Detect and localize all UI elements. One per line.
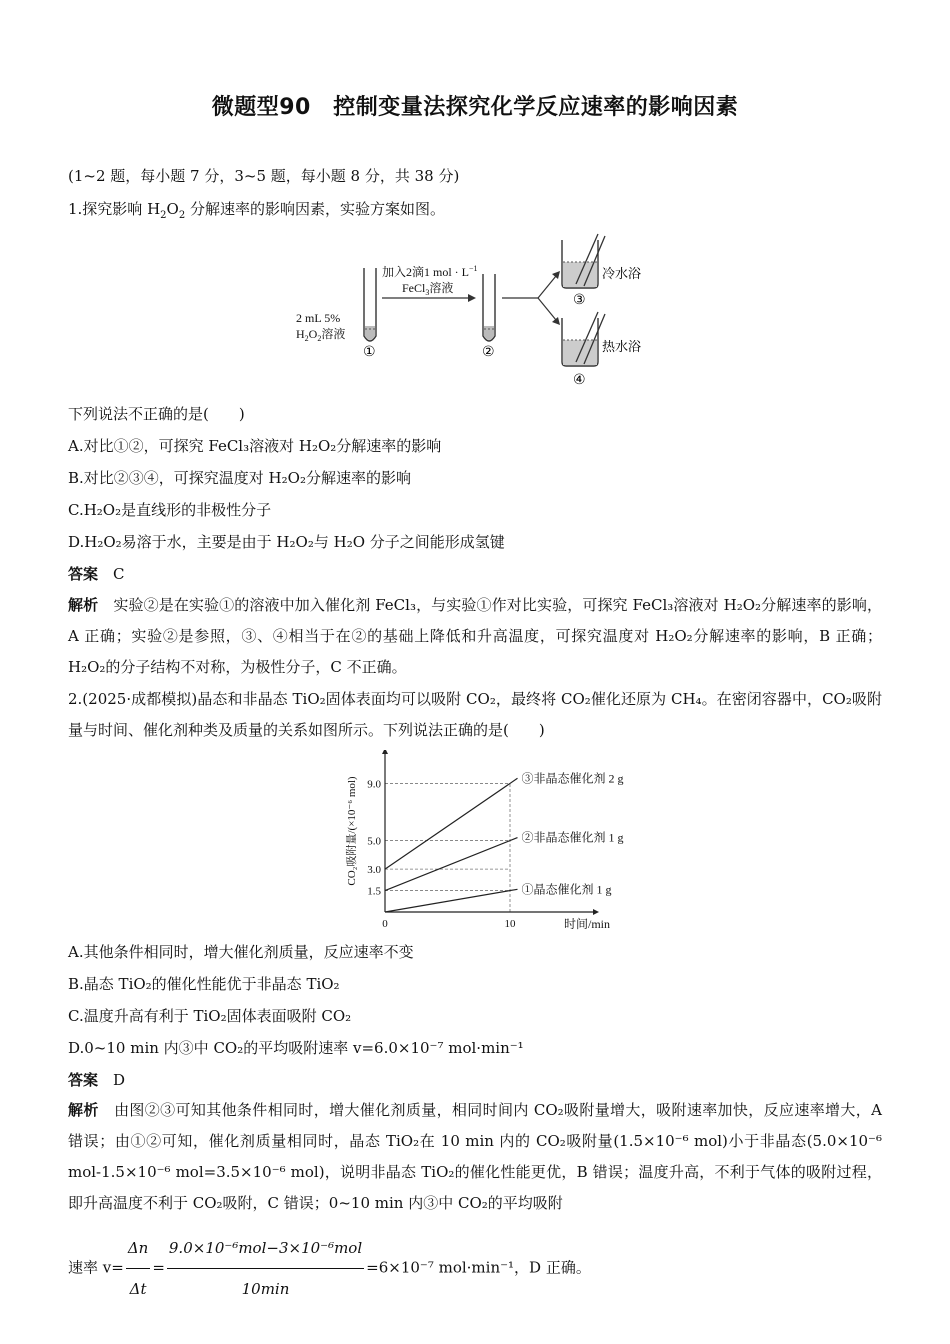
experiment-diagram [290,228,670,390]
q1-answer: 答案 C [68,565,125,583]
q1-option-c: C.H₂O₂是直线形的非极性分子 [68,501,272,519]
series-label: ②非晶态催化剂 1 g [521,830,624,845]
y-tick-label: 1.5 [367,885,381,898]
q2-stem: 2.(2025·成都模拟)晶态和非晶态 TiO₂固体表面均可以吸附 CO₂，最终将 CO₂催化还原为 CH₄。在密闭容器中，CO₂吸附量与时间、催化剂种类及质量的关系如图所示。下列说法正确的是( ) [68,690,882,739]
y-tick-label: 5.0 [367,835,381,848]
y-axis-label: CO₂吸附量/(×10⁻⁶ mol) [346,776,358,886]
q1-prompt: 下列说法不正确的是( ) [68,405,245,423]
hot-bath-label: 热水浴 [602,340,642,355]
q1-option-d: D.H₂O₂易溶于水，主要是由于 H₂O₂与 H₂O 分子之间能形成氢键 [68,533,505,551]
fraction-values: $\frac{\text{9.0×10⁻⁶mol−3×10⁻⁶mol}}{10\min}$ [167,1228,364,1309]
series-line [385,838,518,891]
cold-bath-label: 冷水浴 [602,267,642,282]
q2-answer: 答案 D [68,1071,126,1089]
page-title: 微题型90 控制变量法探究化学反应速率的影响因素 [211,95,739,120]
y-tick-label: 9.0 [367,778,381,791]
beaker-3-label: ③ [573,292,586,308]
q2-option-b: B.晶态 TiO₂的催化性能优于非晶态 TiO₂ [68,975,340,993]
x-tick-label: 0 [382,918,388,930]
fraction-rate: $\frac{\Delta n}{\Delta t}$ [126,1228,151,1309]
q2-option-a: A.其他条件相同时，增大催化剂质量，反应速率不变 [68,943,414,961]
series-label: ③非晶态催化剂 2 g [521,771,624,786]
tube-2-label: ② [482,344,495,360]
beaker-hot [562,312,605,366]
adsorption-chart [335,750,625,932]
q2-option-d: D.0~10 min 内③中 CO₂的平均吸附速率 v=6.0×10⁻⁷ mol·min⁻¹ [68,1039,524,1057]
test-tube-1 [364,268,376,341]
series-line [385,889,518,912]
reagent-label-2: $H_2O_2$溶液 [296,327,346,343]
x-tick-label: 10 [504,918,516,930]
q2-rate-formula: 速率 v= $\frac{\Delta n}{\Delta t}$ = $\frac{\text{9.0×10⁻⁶mol−3×10⁻⁶mol}}{10\min}$ =6×10⁻⁷ mol·min⁻¹，D 正确。 [68,1228,591,1272]
score-note: (1~2 题，每小题 7 分，3~5 题，每小题 8 分，共 38 分) [68,167,460,185]
beaker-4-label: ④ [573,372,586,388]
x-axis-label: 时间/min [563,917,611,931]
q1-analysis: 解析 实验②是在实验①的溶液中加入催化剂 FeCl₃，与实验①作对比实验，可探究 FeCl₃溶液对 H₂O₂分解速率的影响，A 正确；实验②是参照，③、④相当于在②的基础上降低和升高温度，可探究温度对 H₂O₂分解速率的影响，B 正确；H₂O₂的分子结构不对称，为极性分子，C 不正确。 [68,596,882,676]
q1-option-a: A.对比①②，可探究 FeCl₃溶液对 H₂O₂分解速率的影响 [68,437,442,455]
tube-1-label: ① [363,344,376,360]
x-axis-arrow [593,909,599,915]
beaker-cold [562,234,605,288]
series-line [385,778,518,869]
test-tube-2 [483,274,495,341]
q2-analysis: 解析 由图②③可知其他条件相同时，增大催化剂质量，相同时间内 CO₂吸附量增大，吸附速率加快，反应速率增大，A 错误；由①②可知，催化剂质量相同时，晶态 TiO₂在 10 min 内的 CO₂吸附量(1.5×10⁻⁶ mol)小于非晶态(5.0×10⁻⁶ mol-1.5×10⁻⁶ mol=3.5×10⁻⁶ mol)，说明非晶态 TiO₂的催化性能更优，B 错误；温度升高，不利于气体的吸附过程，即升高温度不利于 CO₂吸附，C 错误；0~10 min 内③中 CO₂的平均吸附 [68,1101,882,1212]
q1-option-b: B.对比②③④，可探究温度对 H₂O₂分解速率的影响 [68,469,411,487]
reagent-label: 2 mL 5% [296,311,341,325]
series-label: ①晶态催化剂 1 g [521,882,612,897]
q2-option-c: C.温度升高有利于 TiO₂固体表面吸附 CO₂ [68,1007,352,1025]
y-tick-label: 3.0 [367,864,381,877]
arrow-label-2: FeCl$_3$溶液 [402,281,454,297]
q1-stem: 1.探究影响 $H_2O_2$ 分解速率的影响因素，实验方案如图。 [68,200,446,221]
arrow-label-1: 加入2滴1 mol · $L^{-1}$ [382,264,478,279]
y-axis-arrow [382,750,388,754]
